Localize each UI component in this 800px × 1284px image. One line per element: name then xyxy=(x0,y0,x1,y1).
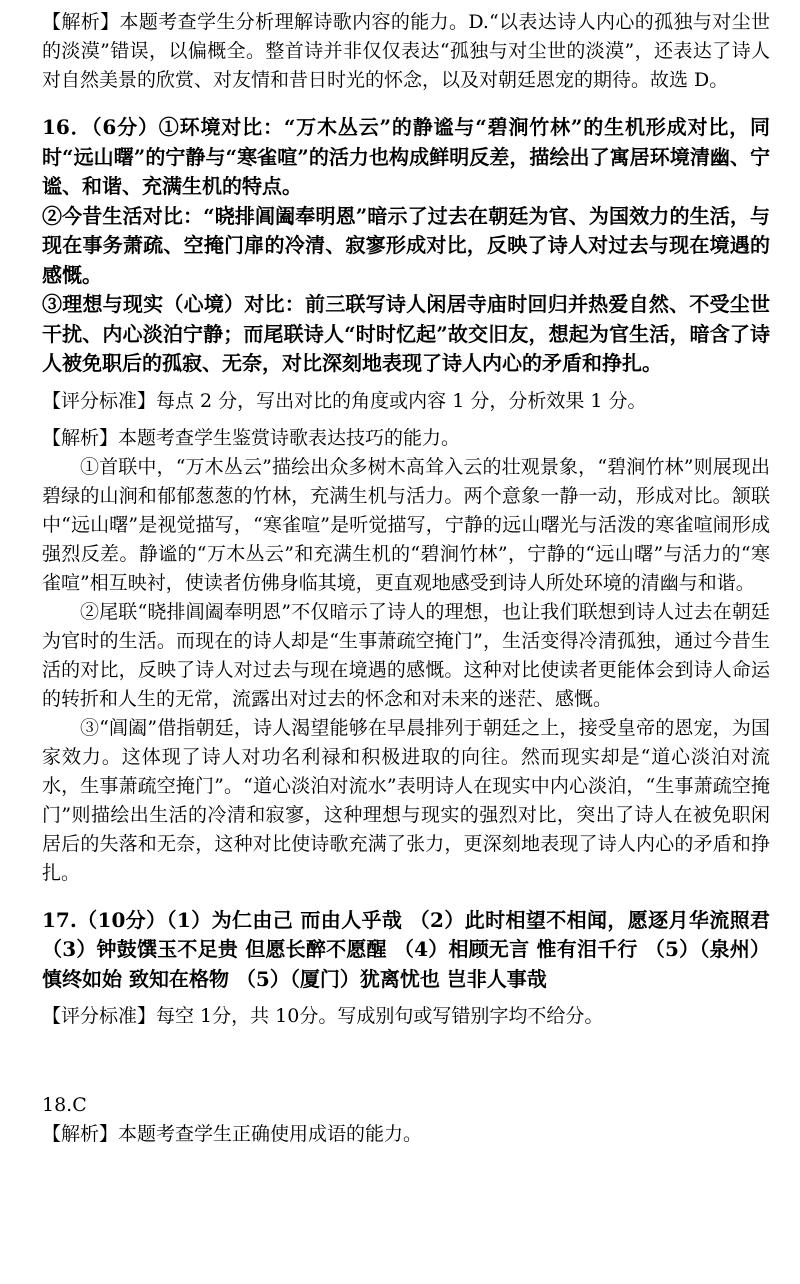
spacer xyxy=(42,416,770,424)
q16-answer-point-3: ③理想与现实（心境）对比：前三联写诗人闲居寺庙时回归并热爱自然、不受尘世干扰、内心淡泊宁静；而尾联诗人“时时忆起”故交旧友，想起为官生活，暗含了诗人被免职后的孤寂、无奈，对比深刻地表现了诗人内心的矛盾和挣扎。 xyxy=(42,292,770,375)
q16-scoring-standard: 【评分标准】每点 2 分，写出对比的角度或内容 1 分，分析效果 1 分。 xyxy=(42,389,647,412)
q17-scoring-standard: 【评分标准】每空 1分，共 10分。写成别句或写错别字均不给分。 xyxy=(42,1005,604,1027)
q16-analysis-paragraph-1: ①首联中，“万木丛云”描绘出众多树木高耸入云的壮观景象，“碧涧竹林”则展现出碧绿的山涧和郁郁葱葱的竹林，充满生机与活力。两个意象一静一动，形成对比。颔联中“远山曙”是视觉描写，“寒雀喧”是听觉描写，宁静的远山曙光与活泼的寒雀喧闹形成强烈反差。静谧的“万木丛云”和充满生机的“碧涧竹林”，宁静的“远山曙”与活力的“寒雀喧”相互映衬，使读者仿佛身临其境，更直观地感受到诗人所处环境的清幽与和谐。 xyxy=(42,455,770,594)
spacer xyxy=(42,888,770,906)
q18-analysis: 【解析】本题考查学生正确使用成语的能力。 xyxy=(42,1123,423,1145)
spacer xyxy=(42,379,770,387)
spacer xyxy=(42,1031,770,1091)
spacer xyxy=(42,95,770,113)
q15-analysis: 【解析】本题考查学生分析理解诗歌内容的能力。D.“以表达诗人内心的孤独与对尘世的淡漠”错误，以偏概全。整首诗并非仅仅表达“孤独与对尘世的淡漠”，还表达了诗人对自然美景的欣赏、对友情和昔日时光的怀念，以及对朝廷恩宠的期待。故选 D。 xyxy=(42,11,770,91)
q16-analysis-paragraph-2: ②尾联“晓排阊阖奉明恩”不仅暗示了诗人的理想，也让我们联想到诗人过去在朝廷为官时的生活。而现在的诗人却是“生事萧疏空掩门”，生活变得冷清孤独，通过今昔生活的对比，反映了诗人对过去与现在境遇的感慨。这种对比使读者更能体会到诗人命运的转折和人生的无常，流露出对过去的怀念和对未来的迷茫、感慨。 xyxy=(42,600,770,710)
q16-analysis-paragraph-3: ③“阊阖”借指朝廷，诗人渴望能够在早晨排列于朝廷之上，接受皇帝的恩宠，为国家效力。这体现了诗人对功名利禄和积极进取的向往。然而现实却是“道心淡泊对流水，生事萧疏空掩门”。“道心淡泊对流水”表明诗人在现实中内心淡泊，“生事萧疏空掩门”则描绘出生活的冷清和寂寥，这种理想与现实的强烈对比，突出了诗人在被免职闲居后的失落和无奈，这种对比使诗歌充满了张力，更深刻地表现了诗人内心的矛盾和挣扎。 xyxy=(42,716,770,884)
spacer xyxy=(42,994,770,1002)
q18-answer: 18.C xyxy=(42,1094,87,1116)
q16-answer-point-1: 16．（6分）①环境对比：“万木丛云”的静谧与“碧涧竹林”的生机形成对比，同时“远山曙”的宁静与“寒雀喧”的活力也构成鲜明反差，描绘出了寓居环境清幽、宁谧、和谐、充满生机的特点。 xyxy=(42,115,770,198)
q16-analysis-intro: 【解析】本题考查学生鉴赏诗歌表达技巧的能力。 xyxy=(42,426,461,449)
q17-answer: 17.（10分）（1）为仁由己 而由人乎哉 （2）此时相望不相闻，愿逐月华流照君 （3）钟鼓馔玉不足贵 但愿长醉不愿醒 （4）相顾无言 惟有泪千行 （5）（泉州）慎终如始 致知在格物 （5）（厦门）犹离忧也 岂非人事哉 xyxy=(42,907,770,991)
q16-answer-point-2: ②今昔生活对比：“晓排阊阖奉明恩”暗示了过去在朝廷为官、为国效力的生活，与现在事务萧疏、空掩门扉的冷清、寂寥形成对比，反映了诗人对过去与现在境遇的感慨。 xyxy=(42,203,770,287)
